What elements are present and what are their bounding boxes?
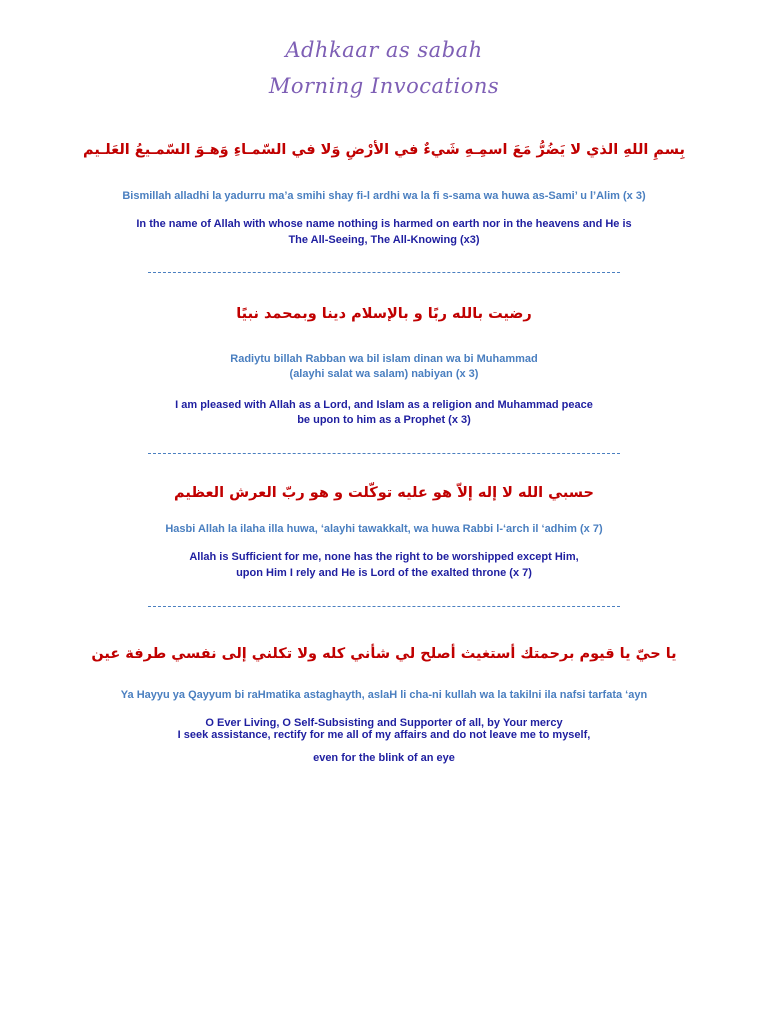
- section-divider: [148, 272, 620, 273]
- invocation-1-translation-line-2: The All-Seeing, The All-Knowing (x3): [288, 234, 480, 246]
- invocation-1-transliteration: Bismillah alladhi la yadurru ma’a smihi shay fi-l ardhi wa la fi s-sama wa huwa as-Sami’ u l’Alim (x 3): [122, 190, 646, 202]
- invocation-2-transliteration-line-1: Radiytu billah Rabban wa bil islam dinan wa bi Muhammad: [230, 353, 538, 365]
- invocation-1-translation-line-1: In the name of Allah with whose name nothing is harmed on earth nor in the heavens and He is: [136, 218, 632, 230]
- invocation-3-arabic: حسبي الله لا إله إلاّ هو عليه توكّلت و هو ربّ العرش العظيم: [174, 485, 594, 501]
- invocation-4-translation-line-2: I seek assistance, rectify for me all of my affairs and do not leave me to myself,: [177, 729, 591, 741]
- invocation-2-arabic: رضيت بالله ربًا و بالإسلام دينا وبمحمد نبيًا: [236, 306, 532, 322]
- invocation-4-transliteration: Ya Hayyu ya Qayyum bi raHmatika astaghayth, aslaH li cha-ni kullah wa la takilni ila nafsi tarfata ‘ayn: [120, 689, 648, 701]
- page-title: Adhkaar as sabah: [285, 38, 483, 62]
- invocation-4-translation-line-1: O Ever Living, O Self-Subsisting and Supporter of all, by Your mercy: [205, 717, 563, 729]
- invocation-4-translation-line-3: even for the blink of an eye: [313, 752, 455, 764]
- section-divider: [148, 606, 620, 607]
- section-divider: [148, 453, 620, 454]
- invocation-3-transliteration: Hasbi Allah la ilaha illa huwa, ‘alayhi tawakkalt, wa huwa Rabbi l-‘arch il ‘adhim (x 7): [165, 523, 603, 535]
- invocation-1-arabic: بِسمِ اللهِ الذي لا يَضُرُّ مَعَ اسمِـهِ شَيءٌ في الأرْضِ وَلا في السّمـاءِ وَهـوَ السّمـيعُ العَلـيم: [83, 142, 685, 158]
- page-subtitle: Morning Invocations: [268, 74, 500, 98]
- invocation-2-translation-line-2: be upon to him as a Prophet (x 3): [297, 414, 471, 426]
- invocation-2-transliteration-line-2: (alayhi salat wa salam) nabiyan (x 3): [289, 368, 479, 380]
- invocation-2-translation-line-1: I am pleased with Allah as a Lord, and Islam as a religion and Muhammad peace: [175, 399, 593, 411]
- invocation-3-translation-line-2: upon Him I rely and He is Lord of the exalted throne (x 7): [236, 567, 532, 579]
- invocation-3-translation-line-1: Allah is Sufficient for me, none has the right to be worshipped except Him,: [189, 551, 579, 563]
- invocation-4-arabic: يا حيّ يا قيوم برحمتك أستغيث أصلح لي شأني كله ولا تكلني إلى نفسي طرفة عين: [91, 646, 677, 662]
